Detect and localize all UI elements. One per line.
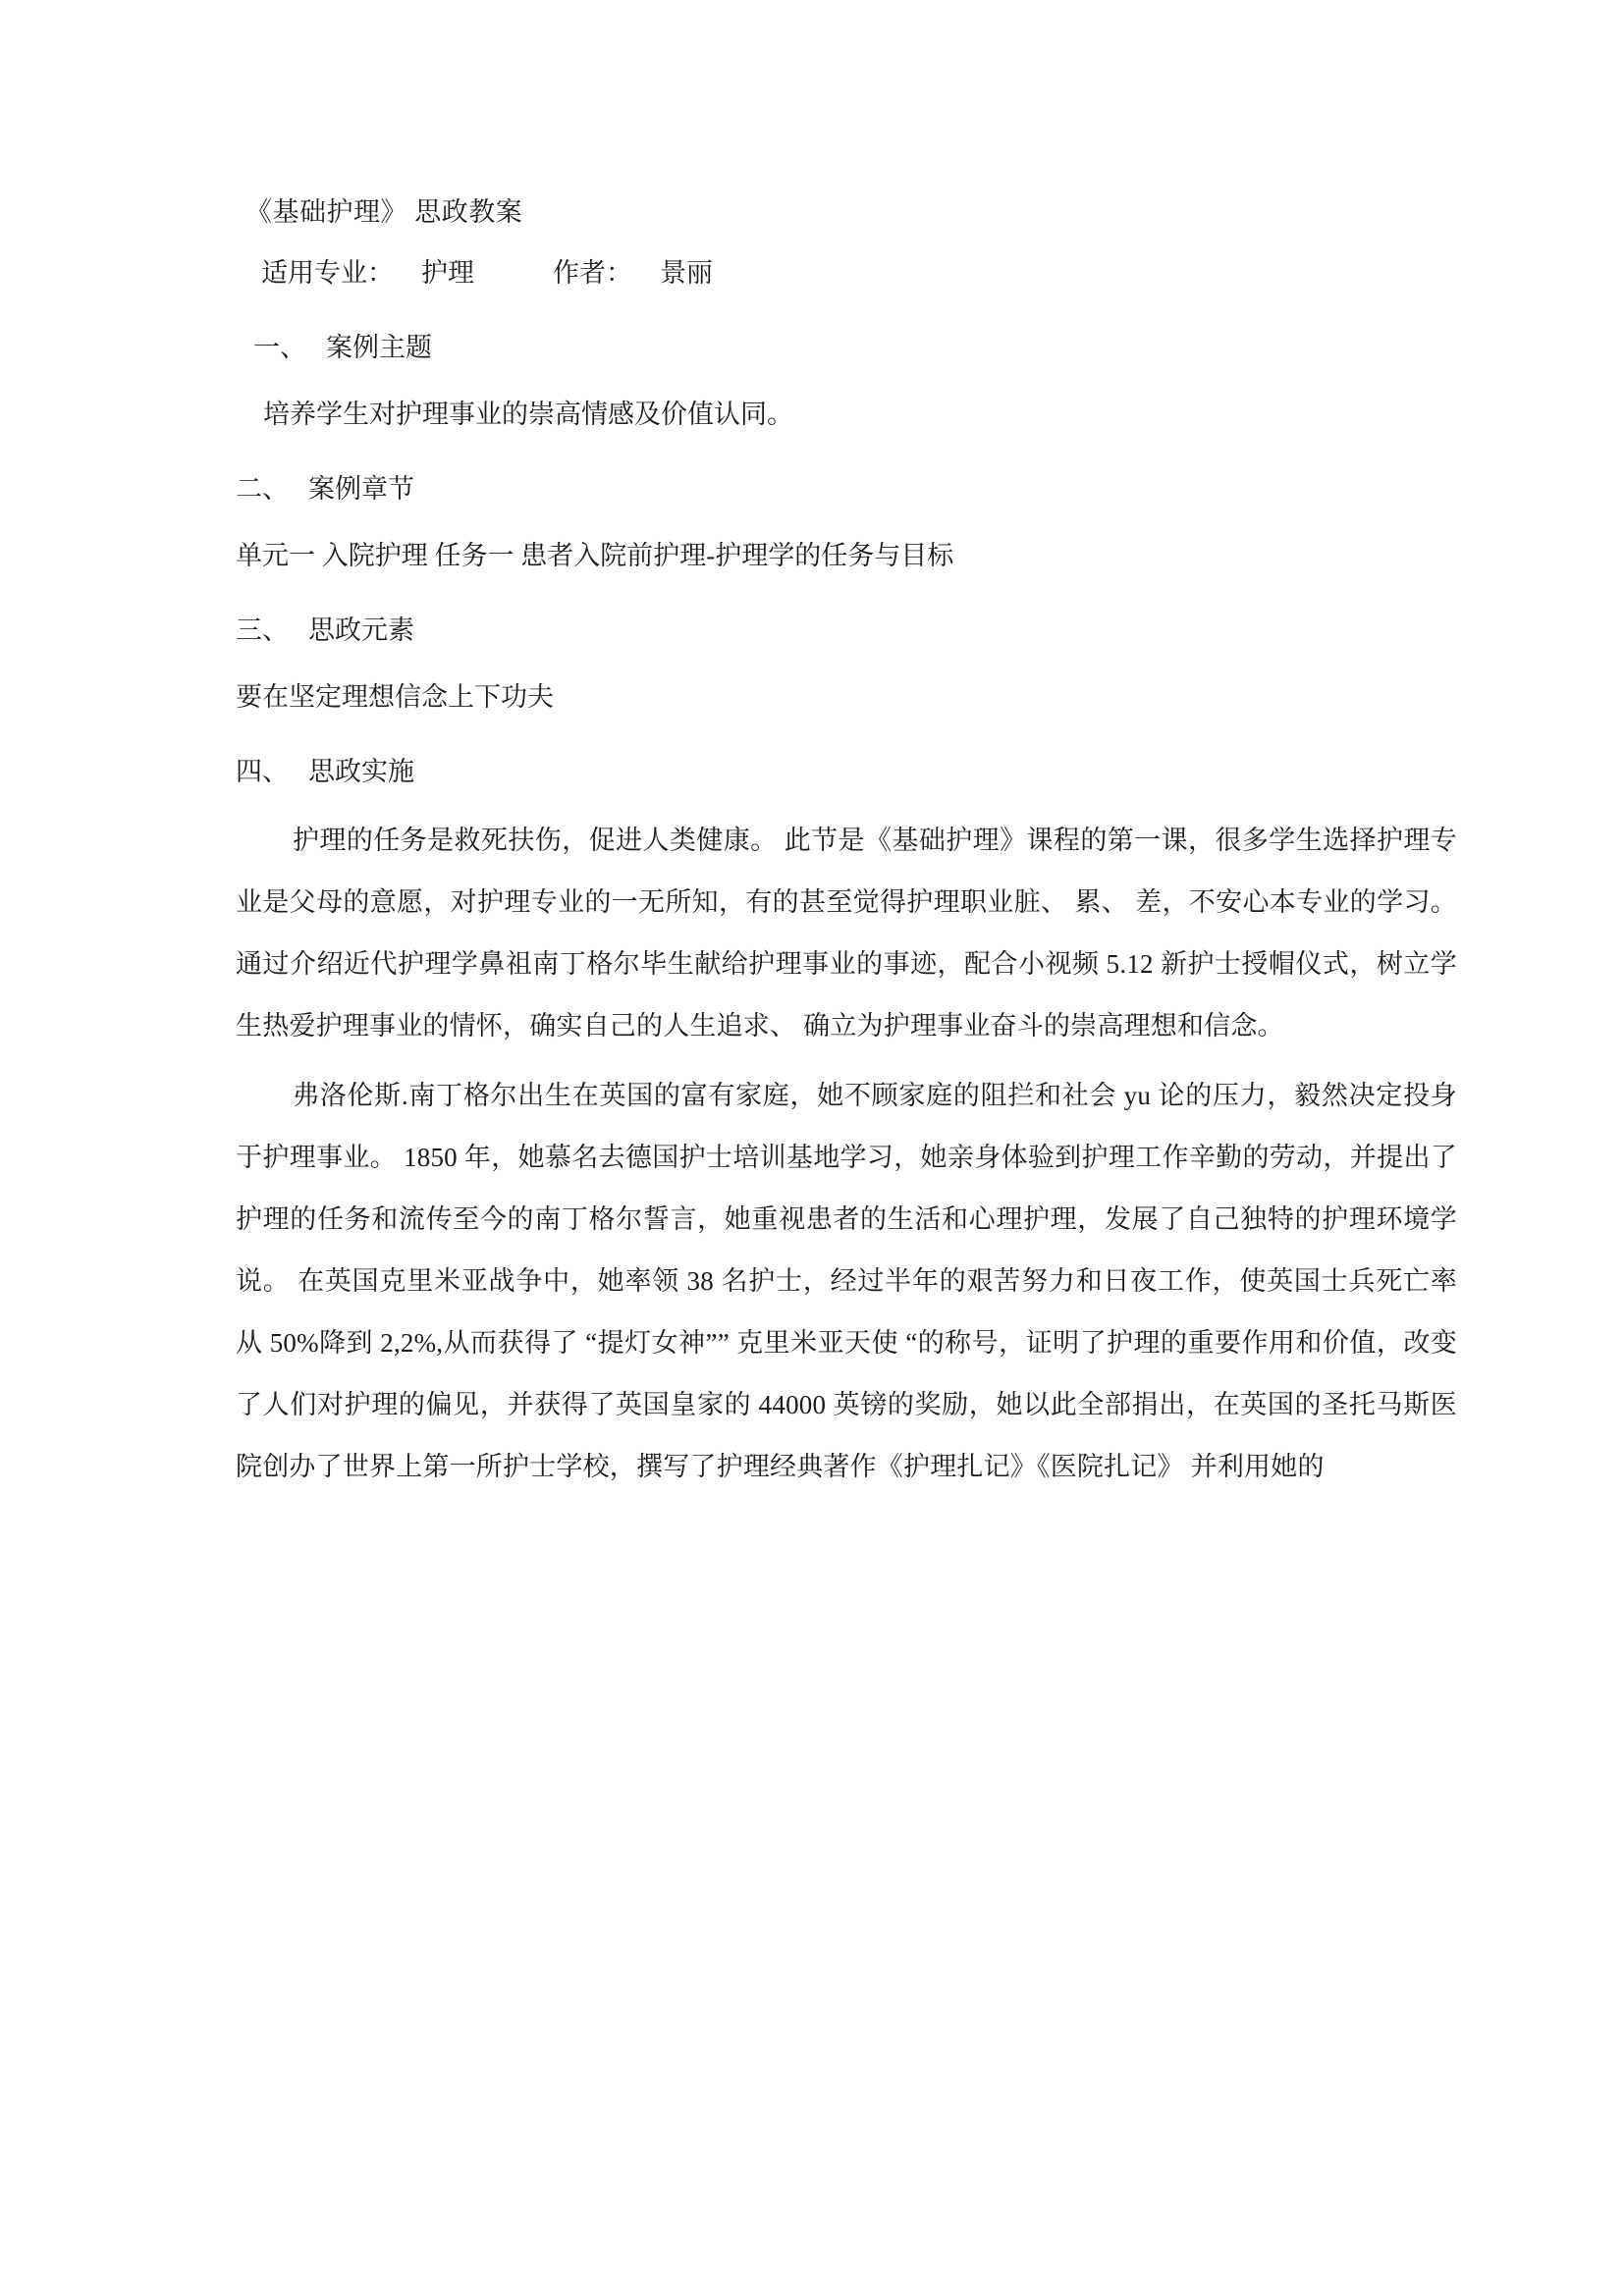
- section-heading-4: [236, 741, 1457, 802]
- section-number-4: 四、: [236, 757, 289, 786]
- document-title: 《基础护理》 思政教案: [245, 197, 523, 227]
- section-body-1: 培养学生对护理事业的崇高情感及价值认同。: [263, 400, 793, 429]
- section-number-2: 二、: [236, 474, 289, 504]
- section-title-4: 思政实施: [308, 757, 414, 786]
- section-heading-2: [236, 458, 1457, 519]
- document-body: [236, 182, 1457, 1498]
- section-number-1: 一、: [253, 333, 306, 362]
- document-meta: [236, 242, 1457, 303]
- section-heading-1: [236, 317, 1457, 378]
- section-body-2: 单元一 入院护理 任务一 患者入院前护理-护理学的任务与目标: [236, 541, 954, 570]
- section-title-2: 案例章节: [308, 474, 414, 504]
- paragraph-nursing-mission: 护理的任务是救死扶伤，促进人类健康。 此节是《基础护理》课程的第一课，很多学生选择护理专业是父母的意愿，对护理专业的一无所知，有的甚至觉得护理职业脏、 累、 差，不安心本专业的学习。 通过介绍近代护理学鼻祖南丁格尔毕生献给护理事业的事迹，配合小视频 5.12 新护士授帽仪式，树立学生热爱护理事业的情怀，确实自己的人生追求、 确立为护理事业奋斗的崇高理想和信念。: [236, 826, 1457, 1041]
- major-value: 护理: [421, 258, 474, 288]
- major-label: 适用专业：: [261, 258, 394, 288]
- section-title-1: 案例主题: [326, 333, 432, 362]
- section-title-3: 思政元素: [308, 615, 414, 645]
- section-body-3: 要在坚定理想信念上下功夫: [236, 682, 554, 712]
- paragraph-nightingale: 弗洛伦斯.南丁格尔出生在英国的富有家庭，她不顾家庭的阻拦和社会 yu 论的压力，毅然决定投身于护理事业。 1850 年，她慕名去德国护士培训基地学习，她亲身体验到护理工作辛勤的劳动，并提出了护理的任务和流传至今的南丁格尔誓言，她重视患者的生活和心理护理，发展了自己独特的护理环境学说。 在英国克里米亚战争中，她率领 38 名护士，经过半年的艰苦努力和日夜工作，使英国士兵死亡率从 50%降到 2,2%,从而获得了 “提灯女神”” 克里米亚天使 “的称号，证明了护理的重要作用和价值，改变了人们对护理的偏见，并获得了英国皇家的 44000 英镑的奖励，她以此全部捐出，在英国的圣托马斯医院创办了世界上第一所护士学校，撰写了护理经典著作《护理扎记》《医院扎记》 并利用她的: [236, 1081, 1457, 1481]
- section-number-3: 三、: [236, 615, 289, 645]
- author-value: 景丽: [660, 258, 713, 288]
- author-label: 作者：: [553, 258, 632, 288]
- section-heading-3: [236, 600, 1457, 661]
